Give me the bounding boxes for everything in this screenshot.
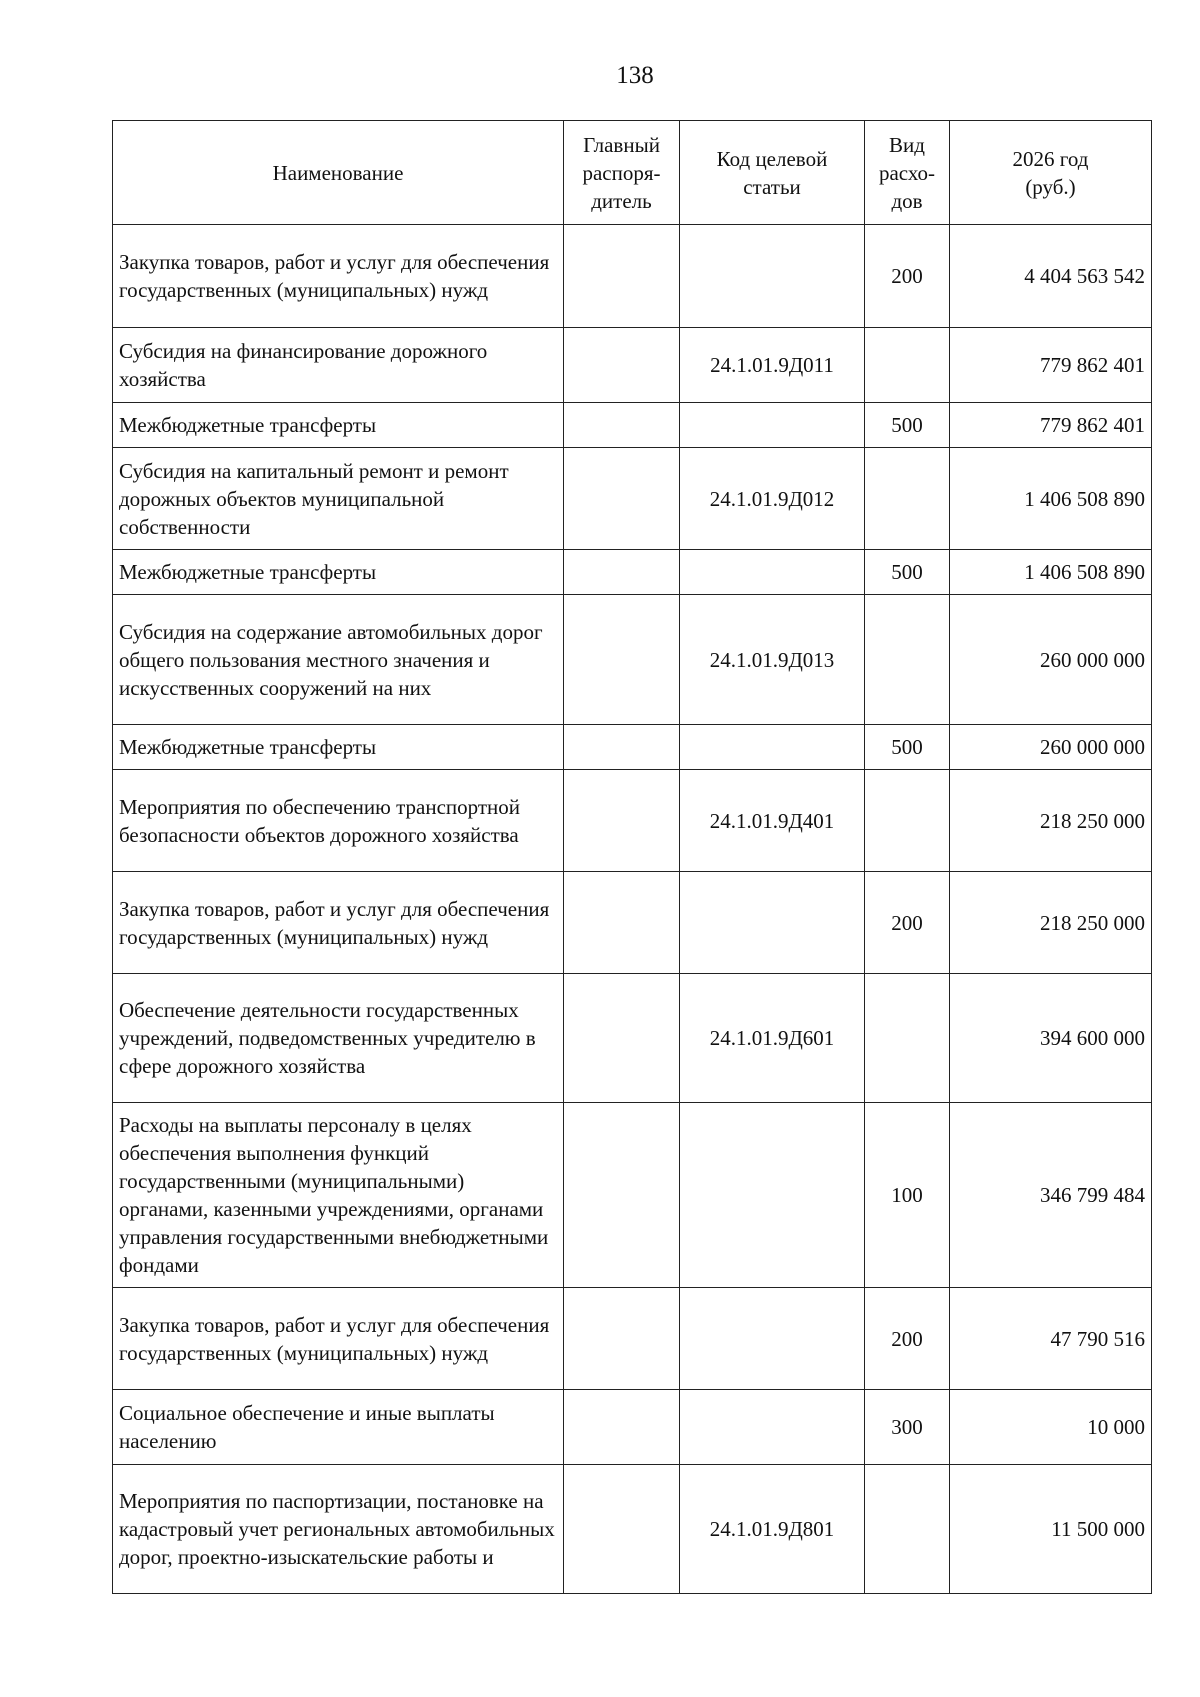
table-row bbox=[113, 550, 1152, 595]
row-kind: 500 bbox=[865, 550, 950, 595]
table-body bbox=[113, 225, 1152, 1594]
table-row bbox=[113, 770, 1152, 872]
row-code bbox=[680, 550, 865, 595]
table-row bbox=[113, 974, 1152, 1103]
row-kind bbox=[865, 328, 950, 403]
row-code bbox=[680, 1103, 865, 1288]
row-main-admin bbox=[564, 725, 680, 770]
row-main-admin bbox=[564, 225, 680, 328]
row-name: Закупка товаров, работ и услуг для обеспечения государственных (муниципальных) нужд bbox=[113, 1288, 564, 1390]
table-row bbox=[113, 725, 1152, 770]
row-code: 24.1.01.9Д012 bbox=[680, 448, 865, 550]
row-code: 24.1.01.9Д801 bbox=[680, 1465, 865, 1594]
header-expense-type bbox=[865, 121, 950, 225]
row-name: Субсидия на содержание автомобильных дорог общего пользования местного значения и искусственных сооружений на них bbox=[113, 595, 564, 725]
row-main-admin bbox=[564, 1103, 680, 1288]
row-main-admin bbox=[564, 770, 680, 872]
page-number: 138 bbox=[616, 62, 654, 89]
table-row bbox=[113, 872, 1152, 974]
row-code bbox=[680, 403, 865, 448]
table-header bbox=[113, 121, 1152, 225]
header-target-code-text: Код целевой статьи bbox=[716, 146, 828, 199]
row-kind: 200 bbox=[865, 1288, 950, 1390]
row-amount: 11 500 000 bbox=[950, 1465, 1152, 1594]
row-main-admin bbox=[564, 550, 680, 595]
header-year bbox=[950, 121, 1152, 225]
row-amount: 779 862 401 bbox=[950, 328, 1152, 403]
row-main-admin bbox=[564, 1288, 680, 1390]
row-name: Мероприятия по паспортизации, постановке на кадастровый учет региональных автомобильных дорог, проектно-изыскательские работы и bbox=[113, 1465, 564, 1594]
row-code: 24.1.01.9Д601 bbox=[680, 974, 865, 1103]
row-main-admin bbox=[564, 448, 680, 550]
table-row bbox=[113, 595, 1152, 725]
row-kind bbox=[865, 974, 950, 1103]
row-kind: 200 bbox=[865, 872, 950, 974]
row-kind bbox=[865, 448, 950, 550]
row-kind: 300 bbox=[865, 1390, 950, 1465]
row-amount: 4 404 563 542 bbox=[950, 225, 1152, 328]
header-expense-type-text: Вид расхо-дов bbox=[878, 132, 936, 213]
row-code bbox=[680, 725, 865, 770]
row-kind bbox=[865, 770, 950, 872]
table-row bbox=[113, 403, 1152, 448]
table-row bbox=[113, 448, 1152, 550]
table-row bbox=[113, 1390, 1152, 1465]
row-kind bbox=[865, 1465, 950, 1594]
row-code bbox=[680, 1390, 865, 1465]
row-amount: 218 250 000 bbox=[950, 872, 1152, 974]
row-name: Межбюджетные трансферты bbox=[113, 403, 564, 448]
row-main-admin bbox=[564, 1390, 680, 1465]
row-name: Субсидия на капитальный ремонт и ремонт дорожных объектов муниципальной собственности bbox=[113, 448, 564, 550]
row-name: Межбюджетные трансферты bbox=[113, 550, 564, 595]
budget-table bbox=[112, 120, 1152, 1594]
row-name: Субсидия на финансирование дорожного хозяйства bbox=[113, 328, 564, 403]
row-amount: 1 406 508 890 bbox=[950, 550, 1152, 595]
row-name: Закупка товаров, работ и услуг для обеспечения государственных (муниципальных) нужд bbox=[113, 225, 564, 328]
row-name: Мероприятия по обеспечению транспортной безопасности объектов дорожного хозяйства bbox=[113, 770, 564, 872]
row-main-admin bbox=[564, 974, 680, 1103]
row-main-admin bbox=[564, 872, 680, 974]
row-name: Расходы на выплаты персоналу в целях обеспечения выполнения функций государственными (муниципальными) органами, казенными учреждениями, органами управления государственными внебюджетными фондами bbox=[113, 1103, 564, 1288]
row-code bbox=[680, 225, 865, 328]
row-name: Межбюджетные трансферты bbox=[113, 725, 564, 770]
row-amount: 218 250 000 bbox=[950, 770, 1152, 872]
row-code: 24.1.01.9Д011 bbox=[680, 328, 865, 403]
row-code bbox=[680, 872, 865, 974]
row-code: 24.1.01.9Д013 bbox=[680, 595, 865, 725]
row-main-admin bbox=[564, 1465, 680, 1594]
row-code bbox=[680, 1288, 865, 1390]
table-row bbox=[113, 225, 1152, 328]
row-amount: 260 000 000 bbox=[950, 725, 1152, 770]
row-main-admin bbox=[564, 403, 680, 448]
row-kind: 500 bbox=[865, 403, 950, 448]
row-amount: 346 799 484 bbox=[950, 1103, 1152, 1288]
table-row bbox=[113, 328, 1152, 403]
row-kind: 500 bbox=[865, 725, 950, 770]
row-amount: 1 406 508 890 bbox=[950, 448, 1152, 550]
row-name: Обеспечение деятельности государственных учреждений, подведомственных учредителю в сфере дорожного хозяйства bbox=[113, 974, 564, 1103]
table-row bbox=[113, 1288, 1152, 1390]
header-main-admin-text: Главный распоря-дитель bbox=[582, 132, 661, 213]
header-name: Наименование bbox=[113, 121, 564, 225]
row-main-admin bbox=[564, 595, 680, 725]
row-name: Закупка товаров, работ и услуг для обеспечения государственных (муниципальных) нужд bbox=[113, 872, 564, 974]
row-kind bbox=[865, 595, 950, 725]
row-kind: 200 bbox=[865, 225, 950, 328]
row-main-admin bbox=[564, 328, 680, 403]
row-amount: 394 600 000 bbox=[950, 974, 1152, 1103]
row-code: 24.1.01.9Д401 bbox=[680, 770, 865, 872]
row-amount: 10 000 bbox=[950, 1390, 1152, 1465]
table-row bbox=[113, 1465, 1152, 1594]
table-row bbox=[113, 1103, 1152, 1288]
row-name: Социальное обеспечение и иные выплаты населению bbox=[113, 1390, 564, 1465]
row-kind: 100 bbox=[865, 1103, 950, 1288]
header-main-admin bbox=[564, 121, 680, 225]
header-year-text: 2026 год (руб.) bbox=[1012, 146, 1089, 199]
header-target-code bbox=[680, 121, 865, 225]
row-amount: 779 862 401 bbox=[950, 403, 1152, 448]
row-amount: 47 790 516 bbox=[950, 1288, 1152, 1390]
row-amount: 260 000 000 bbox=[950, 595, 1152, 725]
